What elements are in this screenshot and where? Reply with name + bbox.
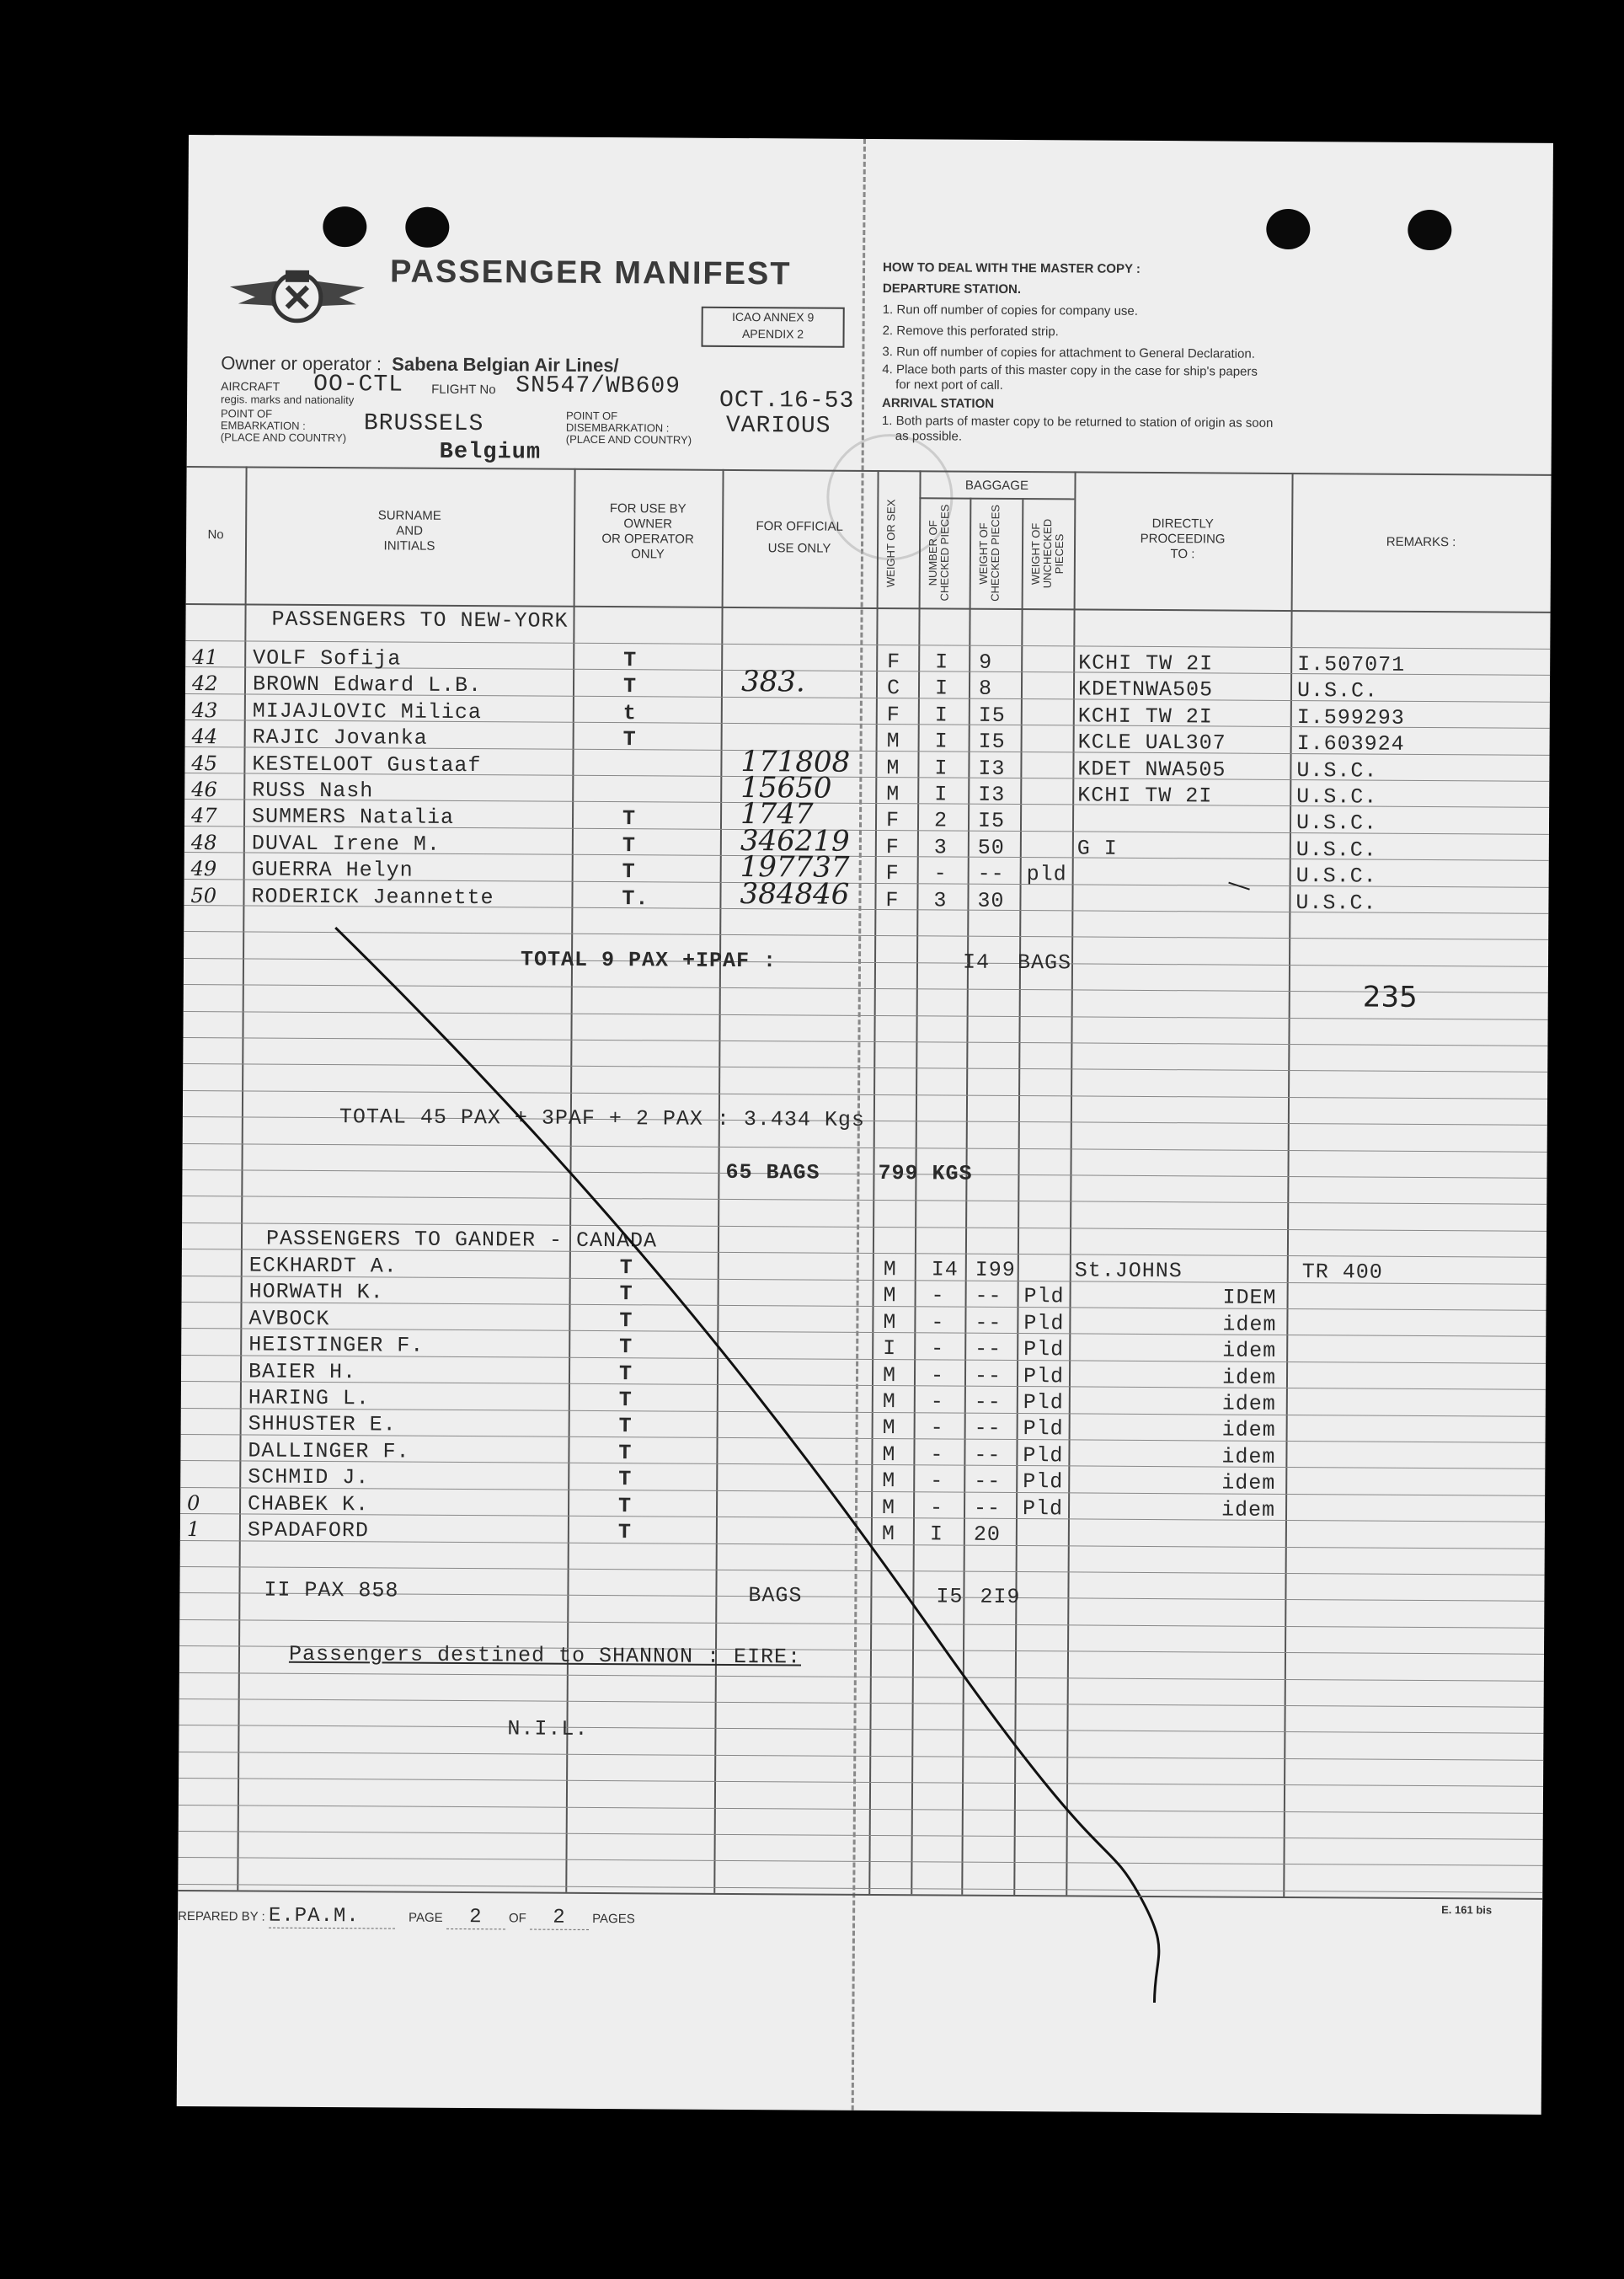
disembark-label-1: POINT OF (565, 409, 618, 423)
ny-cell-sex: F (885, 834, 900, 859)
disembark-label-3: (PLACE AND COUNTRY) (565, 432, 692, 447)
icao-line1: ICAO ANNEX 9 (732, 309, 815, 324)
embark-country: Belgium (439, 439, 542, 466)
gander-cell-pcs: I (929, 1522, 943, 1547)
shannon-line: Passengers destined to SHANNON : EIRE: (288, 1641, 802, 1670)
ny-cell-pcs: I (934, 729, 948, 754)
ny-cell-sex: C (886, 676, 901, 701)
ny-cell-owner: T (622, 859, 636, 885)
instr-item5b: as possible. (895, 429, 963, 444)
flight-value: SN547/WB609 (516, 372, 681, 400)
prepared-label: REPARED BY : (178, 1908, 265, 1924)
gander-cell-name: SHHUSTER E. (248, 1411, 397, 1437)
col-proc-2: PROCEEDING (1140, 531, 1226, 547)
ny-cell-no: 47 (190, 804, 217, 828)
gander-cell-owner: T (617, 1493, 633, 1518)
ny-cell-name: MIJAJLOVIC Milica (252, 698, 482, 725)
ny-cell-wt: 9 (979, 650, 993, 675)
gander-cell-unchk: Pld (1023, 1390, 1064, 1415)
ny-cell-pcs: 3 (933, 835, 948, 860)
gander-cell-name: ECKHARDT A. (248, 1253, 398, 1279)
gander-cell-wt: -- (973, 1495, 1002, 1521)
ny-cell-name: RODERICK Jeannette (251, 884, 494, 910)
gander-cell-remarks: idem (1221, 1365, 1277, 1390)
gander-cell-name: DALLINGER F. (248, 1438, 410, 1464)
col-surname-3: INITIALS (383, 538, 435, 554)
col-no: No (207, 527, 224, 543)
gander-cell-sex: M (883, 1283, 897, 1308)
gander-cell-remarks: idem (1222, 1338, 1277, 1364)
total-ny-c: BAGS (1017, 950, 1072, 976)
ny-cell-owner: t (622, 700, 637, 726)
gander-cell-unchk: Pld (1023, 1337, 1065, 1362)
ny-cell-pcs: I (934, 676, 949, 701)
ny-cell-name: VOLF Sofija (253, 645, 402, 671)
ny-cell-official: 383. (740, 665, 805, 699)
ny-cell-sex: M (886, 755, 900, 780)
ny-cell-dest: KDETNWA505 (1077, 677, 1214, 703)
embark-label-1: POINT OF (220, 407, 273, 420)
gander-cell-remarks: IDEM (1222, 1285, 1277, 1311)
col-baggage: BAGGAGE (964, 478, 1029, 494)
gander-cell-sex: M (882, 1415, 896, 1441)
ny-cell-sex: F (886, 702, 900, 727)
col-remarks: REMARKS : (1386, 534, 1456, 550)
gander-cell-unchk: Pld (1023, 1416, 1064, 1442)
gander-cell-name: CHABEK K. (247, 1491, 370, 1517)
ny-cell-pcs: I (935, 650, 949, 675)
col-weight-checked: WEIGHT OF CHECKED PIECES (976, 505, 1002, 602)
gander-cell-wt: -- (974, 1363, 1002, 1388)
gander-bags-label: BAGS (748, 1583, 803, 1608)
footer (178, 1904, 635, 1930)
instr-item3: 3. Run off number of copies for attachment to General Declaration. (882, 345, 1255, 361)
gander-cell-dest: St.JOHNS (1074, 1258, 1183, 1284)
pages-label: PAGES (592, 1911, 635, 1927)
gander-cell-name: BAIER H. (248, 1359, 357, 1384)
ny-cell-sex: F (885, 887, 900, 912)
gander-cell-unchk: Pld (1023, 1310, 1065, 1336)
ny-cell-official: 384846 (740, 876, 850, 912)
col-owner-4: ONLY (631, 547, 665, 562)
ny-cell-name: GUERRA Helyn (251, 857, 414, 883)
ny-cell-remarks: U.S.C. (1295, 837, 1377, 863)
page-value: 2 (446, 1906, 505, 1929)
instr-item5a: 1. Both parts of master copy to be returned to station of origin as soon (881, 414, 1274, 431)
gander-cell-unchk: Pld (1023, 1442, 1064, 1469)
gander-cell-sex: M (882, 1469, 896, 1494)
gander-cell-pcs: - (930, 1469, 944, 1494)
col-sex: WEIGHT OR SEX (884, 499, 898, 588)
ny-cell-owner: T (622, 674, 638, 699)
ny-cell-no: 46 (191, 778, 217, 802)
gander-cell-sex: M (882, 1442, 896, 1467)
gander-cell-no: 1 (186, 1517, 200, 1542)
ny-cell-owner: T (623, 648, 638, 673)
ny-cell-owner: T (622, 832, 636, 859)
ny-cell-owner: T (622, 806, 637, 832)
ny-cell-remarks: U.S.C. (1296, 678, 1379, 704)
gander-cell-owner: T (617, 1520, 632, 1545)
manifest-page (177, 135, 1553, 2115)
ny-cell-pcs: 2 (933, 808, 948, 833)
gander-cell-pcs: - (931, 1336, 945, 1362)
total-all: TOTAL 45 PAX + 3PAF + 2 PAX : 3.434 Kgs (339, 1105, 866, 1132)
ny-cell-owner: T. (622, 885, 649, 911)
embark-value: BRUSSELS (363, 410, 484, 438)
ny-cell-wt: 8 (978, 677, 993, 702)
col-official-2: USE ONLY (767, 541, 831, 556)
cancel-stroke (177, 135, 1553, 2115)
ny-cell-sex: F (887, 650, 901, 675)
gander-cell-name: HEISTINGER F. (248, 1332, 425, 1358)
gander-cell-owner: T (618, 1440, 633, 1466)
ny-cell-name: DUVAL Irene M. (251, 831, 441, 857)
gander-cell-sex: M (883, 1309, 897, 1335)
gander-total: II PAX 858 (264, 1577, 399, 1603)
ny-cell-owner: T (622, 727, 637, 752)
col-weight-unchecked: WEIGHT OF UNCHECKED PIECES (1028, 519, 1066, 589)
gander-cell-name: HORWATH K. (248, 1279, 384, 1305)
owner-value: Sabena Belgian Air Lines/ (392, 353, 619, 377)
gander-cell-pcs: I4 (931, 1257, 959, 1282)
gander-cell-wt: I99 (975, 1257, 1016, 1283)
gander-cell-sex: M (881, 1495, 896, 1520)
col-owner-2: OWNER (623, 516, 672, 532)
ny-cell-official: 346219 (740, 823, 850, 859)
bags-65: 65 BAGS (725, 1159, 820, 1185)
gander-bags-wt: 2I9 (980, 1584, 1021, 1610)
ny-cell-wt: 30 (977, 888, 1005, 913)
ny-cell-remarks: I.507071 (1297, 652, 1406, 677)
ny-cell-no: 48 (190, 830, 217, 855)
gander-cell-remarks: idem (1221, 1391, 1276, 1416)
form-code: E. 161 bis (1441, 1903, 1493, 1917)
gander-cell-pcs: - (930, 1442, 944, 1468)
ny-cell-sex: M (886, 729, 900, 754)
ny-cell-remarks: U.S.C. (1295, 810, 1378, 837)
gander-cell-wt: -- (974, 1416, 1002, 1442)
col-surname-1: SURNAME (377, 508, 441, 523)
gander-cell-sex: M (882, 1362, 897, 1388)
ny-cell-remarks: U.S.C. (1295, 864, 1377, 889)
instr-item4b: for next port of call. (895, 377, 1003, 393)
ny-cell-dest: KCHI TW 2I (1077, 703, 1213, 730)
instr-item4a: 4. Place both parts of this master copy in the case for ship's papers (882, 362, 1258, 379)
gander-cell-name: SCHMID J. (248, 1464, 370, 1490)
gander-cell-unchk: Pld (1023, 1284, 1065, 1309)
gander-cell-wt: 20 (973, 1522, 1001, 1547)
of-label: OF (508, 1911, 526, 1926)
ny-cell-remarks: I.599293 (1296, 704, 1405, 730)
kgs-799: 799 KGS (878, 1161, 973, 1186)
gander-cell-sex: I (883, 1336, 897, 1362)
gander-cell-owner: T (619, 1255, 633, 1281)
embark-label-3: (PLACE AND COUNTRY) (220, 431, 347, 445)
gander-cell-pcs: - (930, 1415, 944, 1441)
of-value: 2 (530, 1907, 589, 1930)
gander-cell-pcs: - (931, 1283, 945, 1308)
gander-cell-unchk: Pld (1023, 1363, 1065, 1388)
gander-cell-no: 0 (186, 1490, 200, 1515)
col-proc-1: DIRECTLY (1151, 516, 1214, 532)
ny-cell-remarks: U.S.C. (1296, 757, 1378, 784)
gander-cell-wt: -- (974, 1469, 1002, 1495)
disembark-value: VARIOUS (725, 412, 831, 440)
ny-cell-pcs: I (934, 782, 948, 807)
gander-cell-owner: T (619, 1335, 633, 1360)
gander-cell-name: SPADAFORD (247, 1517, 370, 1543)
number-235: 235 (1362, 980, 1418, 1014)
total-ny-b: I4 (962, 950, 991, 975)
prepared-value: E.PA.M. (269, 1905, 395, 1929)
ny-cell-no: 41 (192, 645, 218, 670)
embark-label-2: EMBARKATION : (220, 419, 306, 432)
ny-cell-official: 15650 (740, 771, 832, 805)
ny-cell-remarks: I.603924 (1296, 731, 1405, 757)
gander-cell-unchk: Pld (1022, 1495, 1064, 1521)
owner-label: Owner or operator : (221, 352, 382, 375)
ny-cell-wt: I5 (977, 809, 1006, 834)
gander-cell-owner: T (619, 1281, 633, 1307)
gander-cell-name: AVBOCK (248, 1306, 330, 1331)
col-owner-1: FOR USE BY (609, 501, 686, 516)
flight-label: FLIGHT No (431, 382, 496, 398)
aircraft-sub: regis. marks and nationality (221, 393, 355, 407)
ny-cell-name: SUMMERS Natalia (251, 804, 455, 831)
ny-cell-no: 45 (191, 751, 218, 775)
gander-cell-remarks: idem (1222, 1312, 1277, 1337)
ny-cell-pcs: 3 (933, 888, 948, 913)
instr-item2: 2. Remove this perforated strip. (882, 324, 1059, 340)
col-num-checked: NUMBER OF CHECKED PIECES (926, 505, 952, 602)
gander-cell-wt: -- (974, 1442, 1002, 1468)
gander-cell-pcs: - (931, 1310, 945, 1335)
gander-cell-owner: T (618, 1361, 633, 1386)
ny-cell-pcs: I (934, 703, 948, 728)
ny-cell-unchk: pld (1026, 862, 1067, 887)
gander-bags-num: I5 (936, 1584, 964, 1609)
ny-cell-wt: I5 (978, 703, 1006, 728)
ny-cell-official: 171808 (740, 744, 851, 779)
ny-cell-wt: I3 (978, 756, 1006, 781)
gander-cell-name: HARING L. (248, 1385, 370, 1411)
gander-cell-pcs: - (930, 1363, 945, 1388)
section-new-york: PASSENGERS TO NEW-YORK (271, 607, 569, 634)
ny-cell-name: BROWN Edward L.B. (252, 671, 483, 698)
ny-cell-remarks: U.S.C. (1296, 784, 1378, 810)
ny-cell-wt: I3 (978, 782, 1006, 807)
gander-cell-sex: M (883, 1257, 897, 1282)
ny-cell-pcs: - (933, 861, 948, 886)
ny-cell-sex: F (885, 861, 900, 886)
aircraft-value: OO-CTL (313, 371, 404, 399)
gander-cell-sex: M (882, 1389, 896, 1415)
manifest-title: PASSENGER MANIFEST (389, 254, 792, 292)
gander-cell-owner: T (618, 1414, 633, 1439)
gander-cell-sex: M (881, 1522, 895, 1547)
ny-cell-wt: 50 (977, 835, 1005, 860)
ny-cell-no: 49 (190, 857, 217, 881)
ny-cell-dest: KCLE UAL307 (1077, 730, 1226, 756)
col-official-1: FOR OFFICIAL (756, 519, 843, 534)
ny-cell-name: RUSS Nash (252, 778, 374, 804)
gander-cell-remarks: idem (1221, 1497, 1276, 1522)
col-proc-3: TO : (1170, 547, 1195, 562)
gander-cell-wt: -- (975, 1310, 1002, 1335)
ny-cell-dest: KCHI TW 2I (1078, 650, 1214, 677)
gander-cell-wt: -- (975, 1336, 1002, 1362)
gander-cell-pcs: - (929, 1495, 944, 1521)
ny-cell-name: KESTELOOT Gustaaf (252, 752, 482, 778)
gander-cell-owner: T (619, 1308, 633, 1334)
ny-cell-dest: KDET NWA505 (1077, 757, 1226, 783)
page-label: PAGE (409, 1910, 443, 1925)
ny-cell-pcs: I (934, 756, 948, 781)
ny-cell-name: RAJIC Jovanka (252, 725, 428, 751)
aircraft-label: AIRCRAFT (221, 379, 280, 393)
ny-cell-sex: F (885, 808, 900, 833)
col-surname-2: AND (396, 523, 424, 538)
gander-cell-wt: -- (974, 1389, 1002, 1415)
ny-cell-dest: KCHI TW 2I (1077, 783, 1213, 809)
ny-cell-sex: M (886, 782, 900, 807)
ny-cell-official: 1747 (740, 797, 814, 832)
ny-cell-no: 42 (191, 671, 218, 696)
section-gander: PASSENGERS TO GANDER - CANADA (265, 1226, 658, 1254)
gander-cell-owner: T (618, 1388, 633, 1413)
ny-cell-no: 50 (190, 883, 217, 907)
gander-cell-unchk: Pld (1023, 1469, 1064, 1495)
ny-cell-wt: I5 (978, 729, 1006, 755)
gander-cell-remarks: TR 400 (1301, 1260, 1383, 1285)
gander-cell-remarks: idem (1221, 1417, 1276, 1443)
ny-cell-no: 43 (191, 698, 218, 723)
date-value: OCT.16-53 (719, 387, 855, 415)
gander-cell-remarks: idem (1221, 1444, 1276, 1469)
instr-title: HOW TO DEAL WITH THE MASTER COPY : (883, 260, 1141, 276)
instr-arrival: ARRIVAL STATION (882, 396, 995, 411)
col-owner-3: OR OPERATOR (601, 532, 694, 547)
icao-line2: APENDIX 2 (741, 327, 804, 341)
gander-cell-owner: T (618, 1467, 633, 1492)
ny-cell-wt: -- (977, 861, 1005, 887)
instr-departure: DEPARTURE STATION. (882, 281, 1022, 297)
ny-cell-remarks: U.S.C. (1295, 890, 1377, 916)
gander-cell-pcs: - (930, 1389, 944, 1415)
nil-text: N.I.L. (507, 1716, 589, 1741)
gander-cell-wt: -- (975, 1284, 1002, 1309)
disembark-label-2: DISEMBARKATION : (565, 420, 670, 435)
gander-cell-remarks: idem (1221, 1470, 1276, 1496)
instr-item1: 1. Run off number of copies for company use. (882, 302, 1139, 318)
ny-cell-no: 44 (191, 725, 218, 749)
total-ny-a: TOTAL 9 PAX +IPAF : (520, 947, 777, 974)
ny-cell-official: 197737 (740, 850, 850, 885)
ny-cell-dest: G I (1076, 836, 1118, 861)
